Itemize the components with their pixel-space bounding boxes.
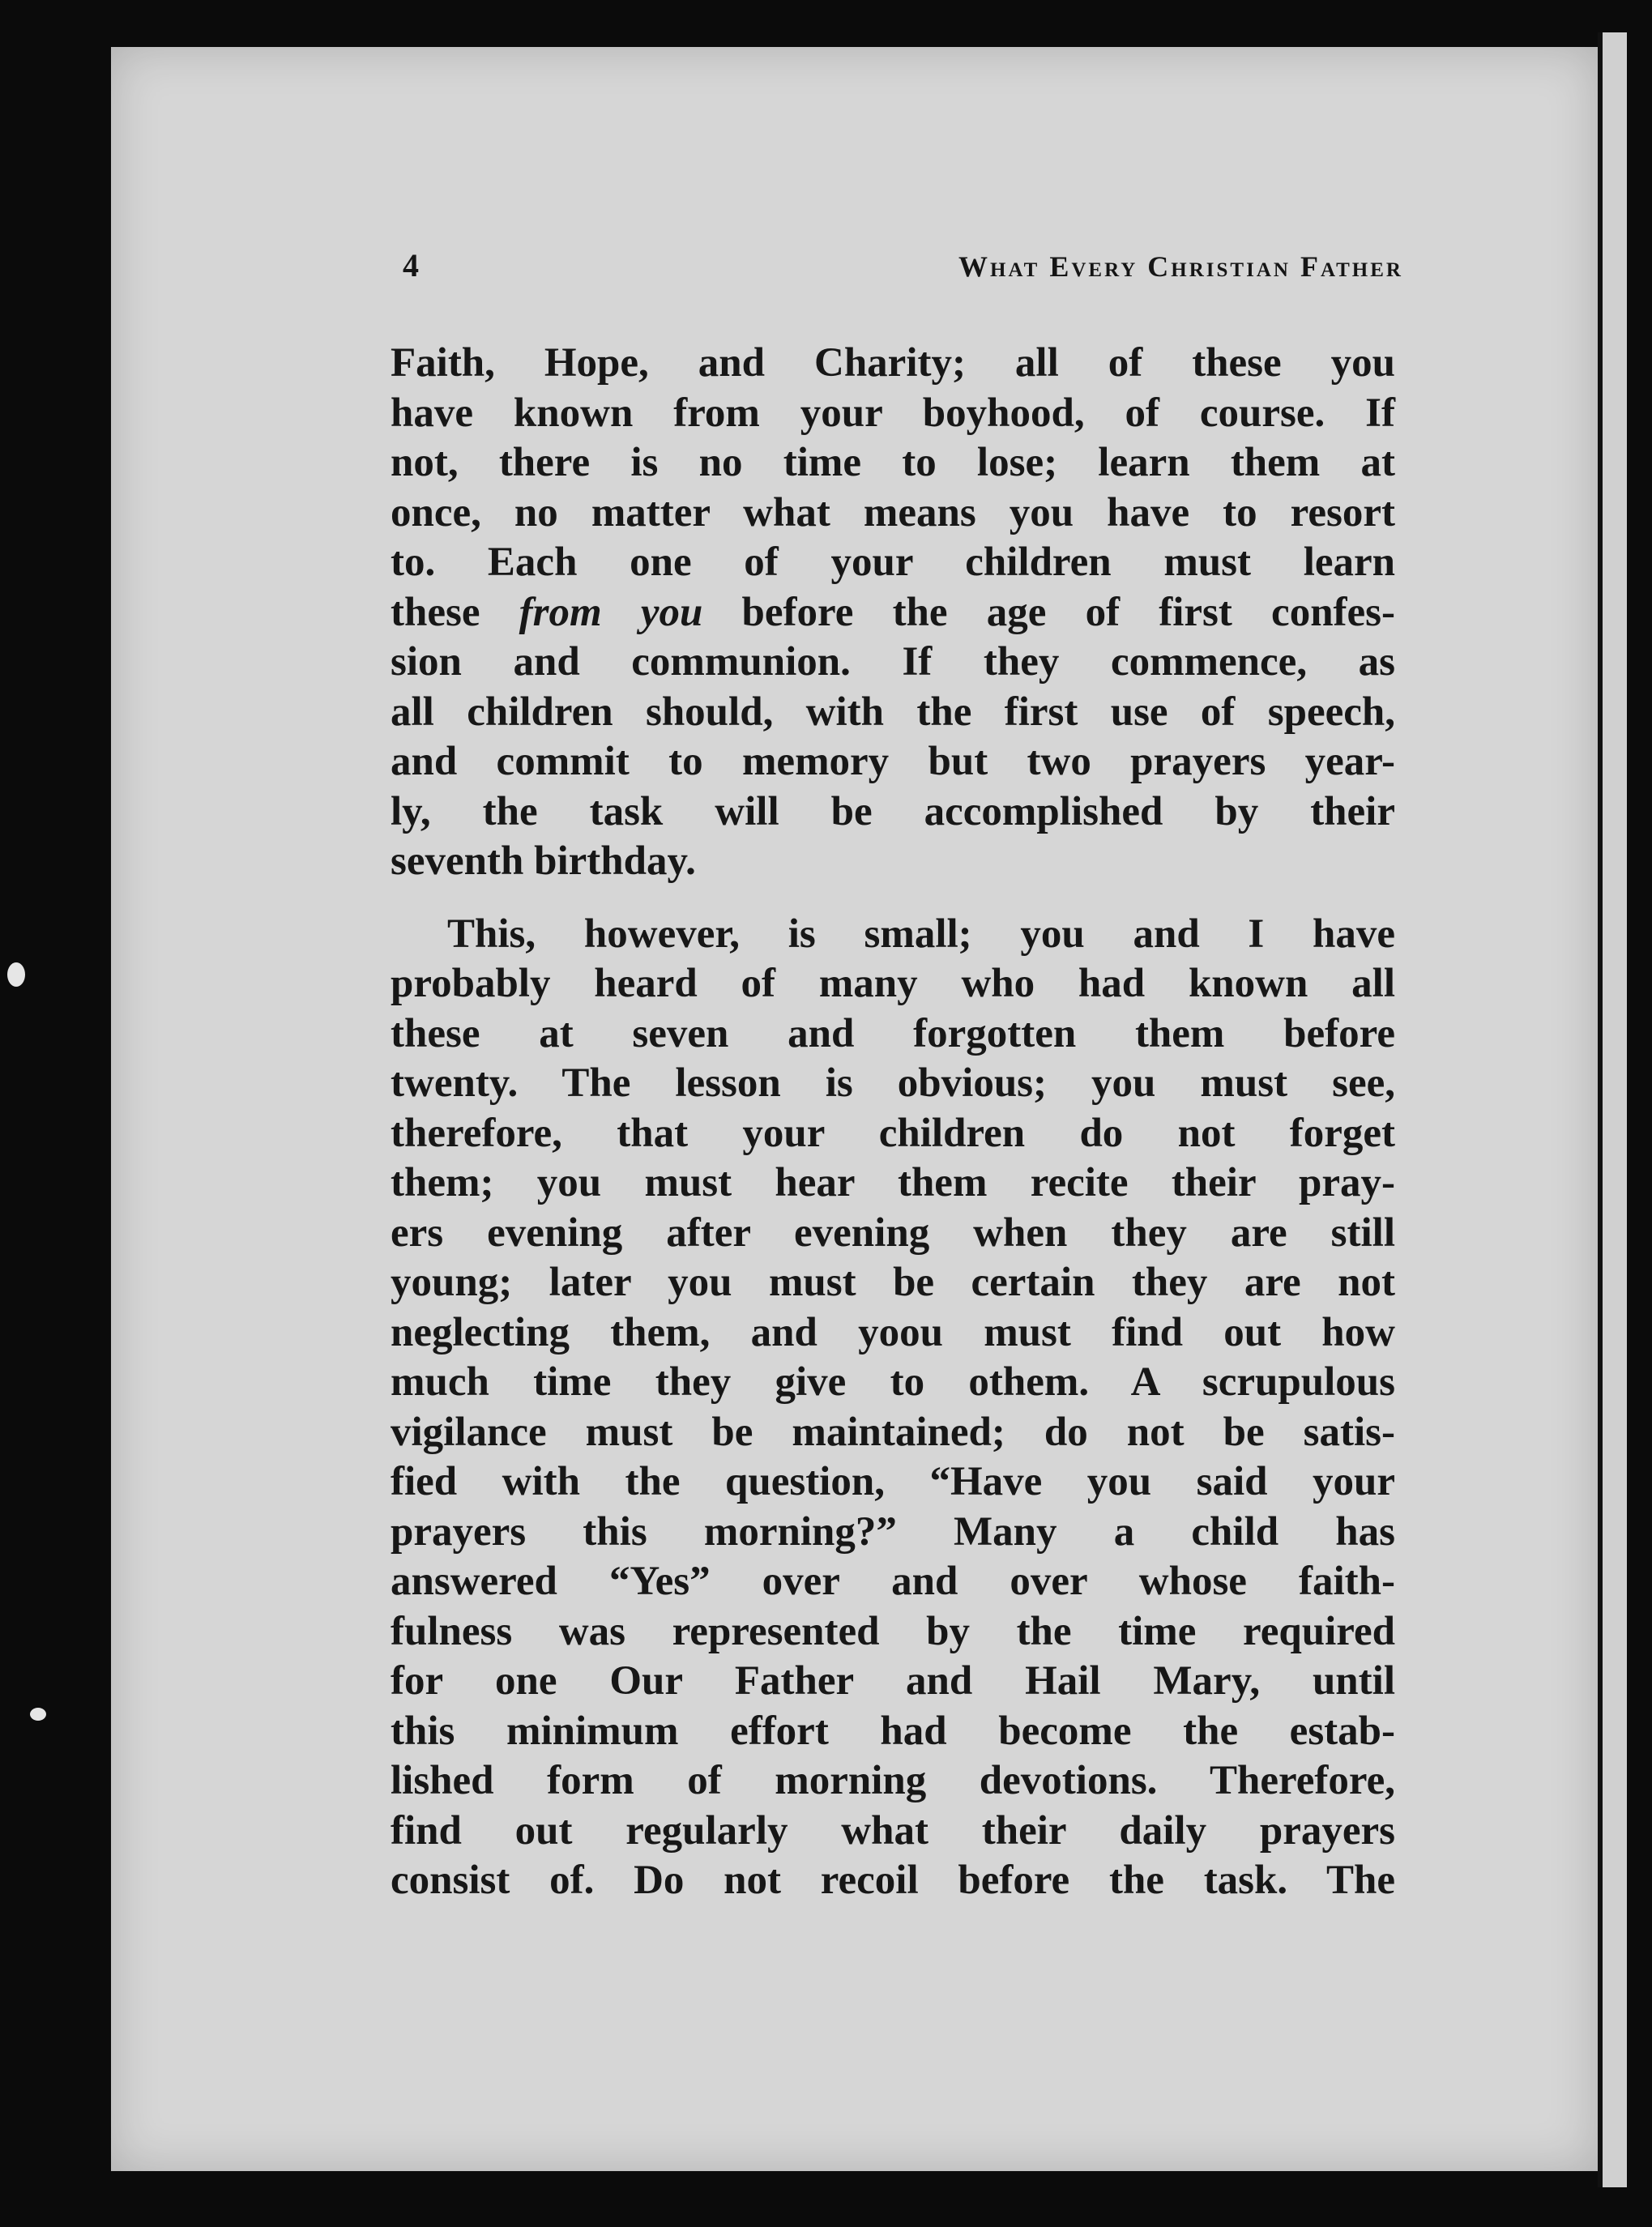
text-line: find out regularly what their daily prayers	[391, 1807, 1395, 1854]
text-run: these	[391, 589, 519, 635]
text-line: much time they give to othem. A scrupulous	[391, 1359, 1395, 1405]
text-line: fied with the question, “Have you said your	[391, 1459, 1395, 1504]
emphasis-text: from you	[519, 589, 703, 635]
text-line	[391, 588, 1395, 638]
text-line: sion and communion. If they commence, as	[391, 639, 1395, 685]
running-head	[403, 243, 1403, 292]
text-line: lished form of morning devotions. Therefore,	[391, 1758, 1395, 1803]
text-line: to. Each one of your children must learn	[391, 540, 1395, 585]
page-number: 4	[403, 247, 419, 284]
running-title: What Every Christian Father	[958, 250, 1403, 283]
text-line: probably heard of many who had known all	[391, 961, 1395, 1006]
text-line: and commit to memory but two prayers year-	[391, 739, 1395, 784]
text-line: once, no matter what means you have to resort	[391, 489, 1395, 535]
paragraph-gap	[391, 887, 1395, 910]
text-line: have known from your boyhood, of course. If	[391, 390, 1395, 436]
text-line: these at seven and forgotten them before	[391, 1010, 1395, 1056]
text-run: before the age of first confes-	[702, 589, 1396, 635]
text-line: them; you must hear them recite their pray-	[391, 1160, 1395, 1205]
text-line: answered “Yes” over and over whose faith-	[391, 1559, 1395, 1604]
text-line: all children should, with the first use of speech,	[391, 689, 1395, 735]
text-line: neglecting them, and yoou must find out how	[391, 1309, 1395, 1355]
text-line: for one Our Father and Hail Mary, until	[391, 1658, 1395, 1704]
text-line: young; later you must be certain they are not	[391, 1260, 1395, 1305]
text-line: This, however, is small; you and I have	[447, 911, 1395, 957]
text-line: ly, the task will be accomplished by their	[391, 788, 1395, 834]
text-line: ers evening after evening when they are still	[391, 1209, 1395, 1256]
paper-blemish	[7, 962, 25, 987]
text-line: vigilance must be maintained; do not be satis-	[391, 1409, 1395, 1455]
text-line: Faith, Hope, and Charity; all of these you	[391, 340, 1395, 386]
text-line: fulness was represented by the time required	[391, 1608, 1395, 1654]
paper-blemish	[30, 1708, 46, 1721]
body-text	[391, 339, 1395, 1906]
text-line: prayers this morning?” Many a child has	[391, 1508, 1395, 1555]
adjacent-page-edge	[1598, 32, 1627, 2187]
text-line: twenty. The lesson is obvious; you must see,	[391, 1060, 1395, 1106]
text-line: seventh birthday.	[391, 838, 696, 884]
text-line: not, there is no time to lose; learn them at	[391, 440, 1395, 485]
text-line: this minimum effort had become the estab-	[391, 1708, 1395, 1754]
text-line: consist of. Do not recoil before the task. The	[391, 1858, 1395, 1903]
text-line: therefore, that your children do not forget	[391, 1110, 1395, 1156]
